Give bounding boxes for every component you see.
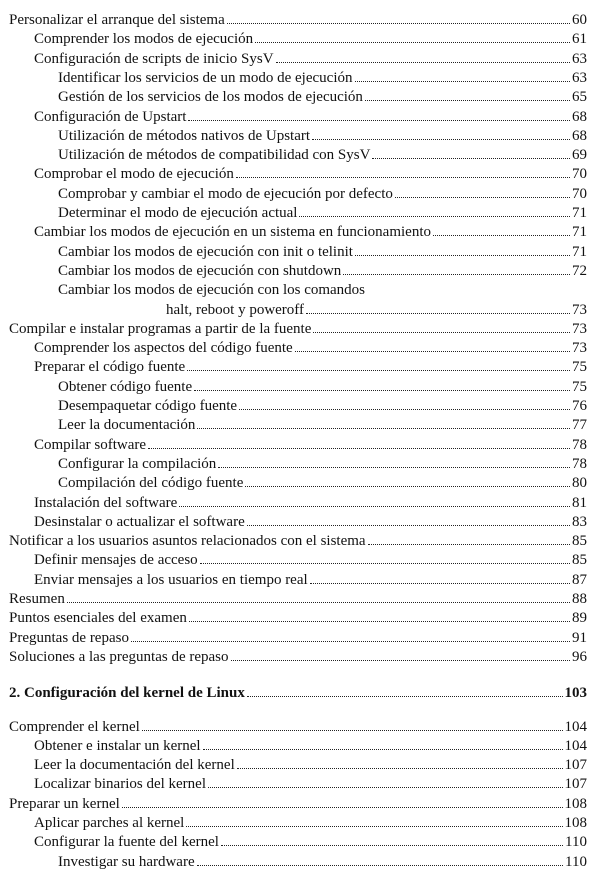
dot-leader [395,197,570,198]
toc-entry-title: Configuración de scripts de inicio SysV [34,50,274,67]
toc-entry-title: Definir mensajes de acceso [34,552,198,569]
toc-page-number: 103 [564,685,587,702]
dot-leader [237,768,563,769]
toc-page-number: 80 [572,475,587,492]
toc-entry-title: Notificar a los usuarios asuntos relacionados con el sistema [9,533,366,550]
toc-page-number: 61 [572,31,587,48]
toc-page-number: 65 [572,89,587,106]
toc-entry-title: Identificar los servicios de un modo de ejecución [58,69,353,86]
toc-page-number: 81 [572,494,587,511]
toc-page-number: 85 [572,533,587,550]
toc-entry-title: Configurar la compilación [58,455,217,472]
toc-entry[interactable] [9,531,587,551]
toc-entry[interactable] [58,261,587,281]
toc-entry-title: 2. Configuración del kernel de Linux [9,685,245,702]
toc-entry-title: Obtener código fuente [58,378,193,395]
toc-entry[interactable] [58,396,587,416]
toc-page-number: 110 [565,834,587,851]
toc-entry-title: Comprender los aspectos del código fuente [34,340,293,357]
toc-page-number: 60 [572,12,587,28]
toc-entry-title-line1: Cambiar los modos de ejecución con los comandos [58,282,366,299]
toc-entry-title: Desinstalar o actualizar el software [34,513,245,530]
dot-leader [255,42,570,43]
toc-page-number: 71 [572,243,587,260]
toc-page-number: 75 [572,359,587,376]
toc-entry-title: Soluciones a las preguntas de repaso [9,648,229,665]
toc-entry-title: Comprobar el modo de ejecución [34,166,234,183]
dot-leader [186,826,562,827]
toc-page-number: 77 [572,417,587,434]
toc-page-number: 110 [565,853,587,870]
toc-entry[interactable] [9,608,587,628]
toc-page-number: 63 [572,69,587,86]
toc-entry[interactable] [34,29,587,49]
toc-entry[interactable] [34,222,587,242]
toc-entry-title: Comprender los modos de ejecución [34,31,254,48]
toc-page-number: 91 [572,629,587,646]
toc-entry[interactable] [58,242,587,262]
toc-entry-title: Comprobar y cambiar el modo de ejecución por defecto [58,185,393,202]
toc-page-number: 78 [572,455,587,472]
toc-page-number: 85 [572,552,587,569]
toc-entry-title: Desempaquetar código fuente [58,398,238,414]
toc-entry[interactable] [166,300,587,320]
toc-page-number: 108 [564,815,587,831]
toc-entry[interactable] [9,717,587,737]
toc-page-number: 89 [572,610,587,627]
toc-entry-title: Configuración de Upstart [34,108,187,125]
dot-leader [310,583,570,584]
dot-leader [208,787,562,788]
toc-page-number: 87 [572,571,587,588]
toc-entry[interactable] [58,184,587,204]
toc-entry-title: Investigar su hardware [58,853,195,870]
toc-entry-title: Preguntas de repaso [9,629,129,646]
toc-page-number: 73 [572,301,587,318]
dot-leader [203,749,563,750]
dot-leader [227,23,570,24]
toc-entry[interactable] [9,319,587,339]
dot-leader [276,62,570,63]
toc-entry[interactable] [58,852,587,872]
toc-entry[interactable] [9,647,587,667]
toc-page-number: 73 [572,320,587,337]
toc-entry[interactable] [9,794,587,814]
toc-page-number: 68 [572,127,587,144]
toc-entry[interactable] [58,377,587,397]
toc-page-number: 107 [564,776,587,793]
toc-entry[interactable] [58,415,587,435]
dot-leader [197,865,563,866]
toc-page-number: 63 [572,50,587,67]
dot-leader [179,506,570,507]
toc-entry[interactable] [34,435,587,455]
toc-entry[interactable] [58,454,587,474]
toc-page-number: 70 [572,185,587,202]
toc-entry[interactable] [58,126,587,146]
toc-page-number: 76 [572,398,587,414]
dot-leader [148,448,570,449]
dot-leader [221,845,563,846]
dot-leader [236,177,570,178]
dot-leader [247,525,570,526]
toc-entry-title: Compilar software [34,436,147,453]
toc-entry-title: Leer la documentación [58,417,196,434]
toc-page-number: 69 [572,147,587,164]
toc-entry[interactable] [34,338,587,358]
toc-page-number: 71 [572,205,587,221]
dot-leader [343,274,570,275]
toc-page-number: 108 [564,795,587,812]
toc-page-number: 107 [564,757,587,774]
toc-entry[interactable] [34,107,587,127]
toc-entry[interactable] [58,145,587,165]
toc-entry-title: Utilización de métodos de compatibilidad con SysV [58,147,371,164]
dot-leader [313,332,570,333]
dot-leader [355,255,570,256]
dot-leader [306,313,570,314]
toc-entry-title: Cambiar los modos de ejecución en un sistema en funcionamiento [34,224,431,241]
dot-leader [200,563,570,564]
dot-leader [295,351,570,352]
toc-entry[interactable] [34,832,587,852]
dot-leader [122,807,563,808]
dot-leader [365,100,570,101]
toc-entry[interactable] [34,512,587,532]
toc-entry-title: Resumen [9,591,65,607]
toc-entry-title: Leer la documentación del kernel [34,757,235,774]
dot-leader [355,81,571,82]
toc-entry[interactable] [34,736,587,756]
toc-entry-title: Cambiar los modos de ejecución con init o telinit [58,243,353,260]
dot-leader [372,158,570,159]
toc-entry-title: Aplicar parches al kernel [34,815,185,831]
toc-entry-title: halt, reboot y poweroff [166,301,305,318]
dot-leader [433,235,570,236]
toc-entry[interactable] [9,10,587,30]
dot-leader [188,120,570,121]
toc-entry[interactable] [34,357,587,377]
toc-entry-title: Instalación del software [34,494,178,511]
dot-leader [142,730,563,731]
toc-page-number: 72 [572,262,587,279]
toc-page-number: 78 [572,436,587,453]
toc-entry-title: Utilización de métodos nativos de Upstart [58,127,311,144]
dot-leader [368,544,570,545]
toc-entry[interactable] [58,473,587,493]
dot-leader [247,696,563,697]
toc-entry-title: Compilar e instalar programas a partir de la fuente [9,320,312,337]
dot-leader [245,486,570,487]
toc-entry[interactable] [34,164,587,184]
dot-leader [131,641,570,642]
toc-entry[interactable] [34,813,587,833]
dot-leader [194,390,570,391]
toc-page-number: 73 [572,340,587,357]
toc-page-number: 104 [564,718,587,735]
dot-leader [312,139,570,140]
toc-entry[interactable] [9,589,587,609]
dot-leader [67,602,570,603]
toc-entry[interactable] [34,570,587,590]
toc-entry-title: Compilación del código fuente [58,475,244,492]
toc-entry-title: Obtener e instalar un kernel [34,737,201,754]
dot-leader [189,621,570,622]
toc-entry-title: Gestión de los servicios de los modos de ejecución [58,89,363,106]
toc-entry[interactable] [58,87,587,107]
toc-page-number: 96 [572,648,587,665]
toc-page-number: 104 [564,737,587,754]
toc-entry-title: Enviar mensajes a los usuarios en tiempo real [34,571,308,588]
toc-entry-title: Localizar binarios del kernel [34,776,207,793]
toc-entry-title: Preparar el código fuente [34,359,186,376]
dot-leader [218,467,570,468]
toc-entry-title: Configurar la fuente del kernel [34,834,219,851]
toc-entry[interactable] [34,49,587,69]
toc-entry-title: Cambiar los modos de ejecución con shutdown [58,262,342,279]
dot-leader [231,660,570,661]
toc-entry-title: Personalizar el arranque del sistema [9,12,225,28]
toc-entry-title: Comprender el kernel [9,718,140,735]
toc-page-number: 88 [572,591,587,607]
toc-entry-title: Preparar un kernel [9,795,120,812]
toc-entry[interactable] [58,203,587,223]
toc-page-number: 70 [572,166,587,183]
toc-entry-title: Puntos esenciales del examen [9,610,187,627]
toc-page-number: 71 [572,224,587,241]
toc-entry[interactable] [34,550,587,570]
toc-page-number: 68 [572,108,587,125]
toc-entry-title: Determinar el modo de ejecución actual [58,205,298,221]
toc-page-number: 83 [572,513,587,530]
dot-leader [187,370,570,371]
dot-leader [299,216,570,217]
toc-entry[interactable] [34,493,587,513]
toc-page-number: 75 [572,378,587,395]
toc-entry[interactable] [58,68,587,88]
dot-leader [239,409,570,410]
toc-entry[interactable] [9,628,587,648]
dot-leader [197,428,570,429]
toc-chapter-heading[interactable] [9,683,587,703]
toc-entry[interactable] [34,774,587,794]
toc-entry[interactable] [34,755,587,775]
